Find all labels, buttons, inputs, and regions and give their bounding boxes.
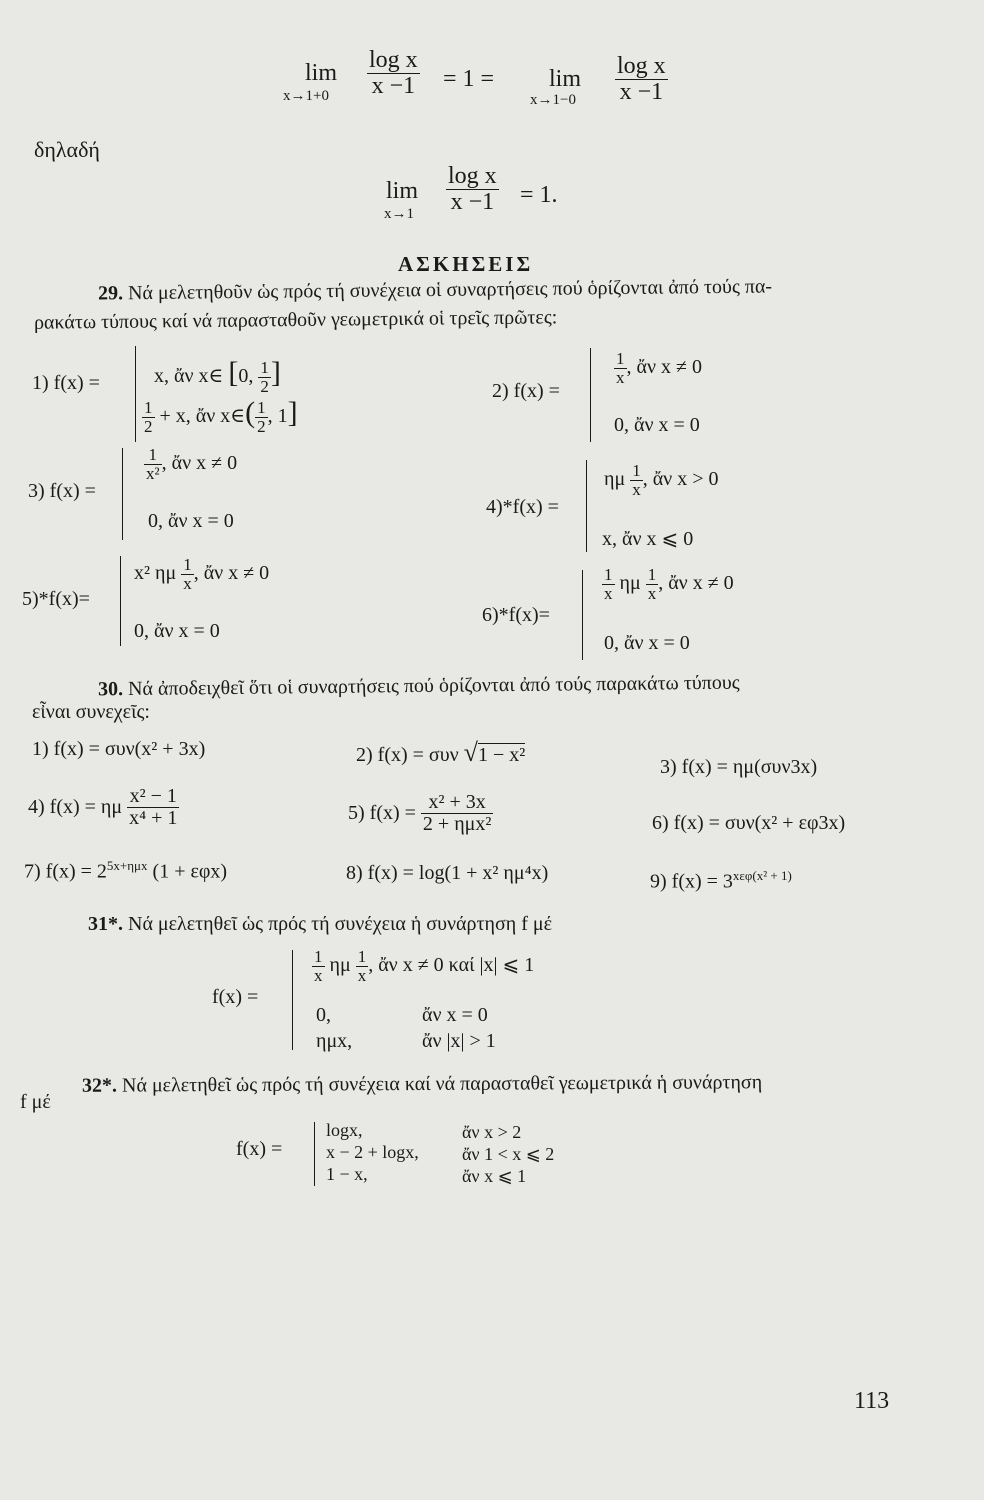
ex29-number: 29. — [97, 282, 124, 305]
ex30-line2: εἶναι συνεχεῖς: — [32, 701, 150, 723]
ex30-f2: 2) f(x) = συν √1 − x² — [356, 738, 526, 767]
fraction — [144, 446, 162, 483]
ex31-text: Νά μελετηθεῖ ὡς πρός τή συνέχεια ἡ συνάρτηση f μέ — [128, 913, 552, 935]
formula-text: (1 + εφx) — [152, 860, 228, 883]
ex31-case3-value: ημx, — [316, 1030, 353, 1052]
page-number: 113 — [854, 1388, 890, 1414]
f2-case1 — [614, 350, 702, 387]
denominator: x — [604, 583, 613, 603]
denominator: 2 — [260, 376, 269, 396]
ex30-f1: 1) f(x) = συν(x² + 3x) — [32, 738, 206, 760]
ex32-line — [82, 1068, 762, 1100]
equals-one: = 1 = — [443, 66, 495, 92]
f6-label: 6)*f(x)= — [482, 604, 550, 626]
numerator: 1 — [260, 358, 269, 378]
case-text: 0, — [238, 365, 254, 387]
numerator: 1 — [604, 565, 613, 584]
ex32-function — [236, 1120, 596, 1190]
f-label: f(x) = — [212, 986, 259, 1008]
ex29-f1 — [32, 346, 432, 446]
brace — [582, 570, 583, 660]
ex32-text: Νά μελετηθεῖ ὡς πρός τή συνέχεια καί νά παρασταθεῖ γεωμετρικά ἡ συνάρτηση — [121, 1071, 763, 1097]
f1-label: 1) f(x) = — [32, 372, 100, 394]
ex31-case3-cond: ἄν |x| > 1 — [422, 1030, 496, 1052]
ex29-line2: ρακάτω τύπους καί νά παρασταθοῦν γεωμετρικά οἱ τρεῖς πρῶτες: — [33, 306, 558, 334]
numerator: log x — [617, 53, 666, 79]
formula-text: 5) f(x) = — [348, 802, 416, 824]
fraction — [127, 786, 179, 829]
f6-case2: 0, ἄν x = 0 — [604, 632, 690, 654]
denominator: x — [632, 479, 641, 499]
denominator: 2 + ημx² — [422, 813, 492, 835]
ex29-f4 — [486, 456, 806, 556]
f4-case1 — [604, 462, 719, 499]
ex32-number: 32*. — [81, 1074, 118, 1097]
denominator: x −1 — [450, 189, 495, 216]
numerator: 1 — [314, 947, 323, 966]
case-text: , 1 — [267, 405, 288, 427]
denominator: x — [357, 965, 367, 985]
lim-subscript: x→1−0 — [530, 92, 576, 108]
f1-case2: $\frac{1}{2}$ + x, ἄν x∈( $\frac{1}{2}$ , 1] — [144, 396, 298, 436]
fraction — [446, 164, 499, 215]
ex30-line1 — [98, 669, 740, 704]
brace — [120, 556, 121, 646]
ex30-f8: 8) f(x) = log(1 + x² ημ⁴x) — [346, 862, 549, 884]
ex29-text1: Νά μελετηθοῦν ὡς πρός τή συνέχεια οἱ συναρτήσεις πού ὁρίζονται ἀπό τούς πα- — [127, 275, 773, 305]
ex29-f2 — [492, 344, 812, 444]
denominator: 2 — [144, 416, 153, 436]
lim-text: lim — [305, 60, 338, 86]
fraction — [312, 948, 325, 985]
denominator: x −1 — [619, 79, 664, 106]
case-text: x² ημ — [134, 561, 177, 584]
denominator: x² — [146, 463, 160, 483]
case-text: ημ — [329, 953, 351, 976]
ex32-case2-value: x − 2 + logx, — [326, 1142, 419, 1162]
lim-subscript: x→1 — [384, 206, 414, 222]
case-text: + x, ἄν x∈ — [159, 405, 246, 427]
formula-text: 2) f(x) = συν — [356, 744, 459, 766]
brace — [292, 950, 293, 1050]
ex31-case2-cond: ἄν x = 0 — [422, 1004, 488, 1026]
ex32-case2-cond: ἄν 1 < x ⩽ 2 — [462, 1144, 555, 1164]
numerator: log x — [448, 163, 497, 189]
fraction — [630, 462, 643, 499]
f5-case1 — [134, 556, 269, 593]
case-text: ημ — [604, 467, 626, 490]
numerator: x² + 3x — [421, 792, 493, 814]
fraction — [258, 359, 271, 396]
word-dhladh: δηλαδή — [34, 137, 100, 162]
exponent: xεφ(x² + 1) — [732, 868, 792, 883]
f3-case2: 0, ἄν x = 0 — [148, 510, 234, 532]
lim-text: lim — [386, 178, 419, 204]
ex30-number: 30. — [97, 678, 124, 701]
ex32-case3-value: 1 − x, — [326, 1164, 368, 1184]
f5-case2: 0, ἄν x = 0 — [134, 620, 220, 642]
numerator: 1 — [144, 398, 153, 418]
ex32-line2: f μέ — [20, 1091, 51, 1113]
ex29-f3 — [28, 446, 348, 546]
numerator: 1 — [257, 398, 266, 418]
case-text: x, ἄν x∈ — [154, 365, 224, 387]
ex31-function — [212, 944, 632, 1054]
fraction — [181, 556, 194, 593]
case-text: , ἄν x ≠ 0 — [626, 355, 702, 378]
f5-label: 5)*f(x)= — [22, 588, 90, 610]
formula-text: 7) f(x) = 2 — [24, 860, 107, 883]
numerator: 1 — [183, 555, 192, 574]
numerator: 1 — [144, 446, 162, 465]
f3-case1 — [144, 446, 237, 483]
ex31-case1 — [312, 948, 534, 985]
ex30-f5 — [348, 792, 493, 835]
fraction — [602, 566, 615, 603]
ex29-f5 — [22, 552, 362, 652]
f3-label: 3) f(x) = — [28, 480, 96, 502]
ex29-line1 — [98, 272, 772, 307]
ex32-case3-cond: ἄν x ⩽ 1 — [462, 1166, 527, 1186]
ex31-case2-value: 0, — [316, 1004, 331, 1026]
f-label: f(x) = — [236, 1138, 283, 1160]
f2-label: 2) f(x) = — [492, 380, 560, 402]
case-text: ημ — [619, 571, 641, 594]
brace — [590, 348, 591, 442]
ex30-f6: 6) f(x) = συν(x² + εφ3x) — [652, 812, 846, 834]
f4-label: 4)*f(x) = — [486, 496, 559, 518]
brace — [314, 1122, 315, 1186]
case-text: , ἄν x ≠ 0 — [193, 561, 270, 584]
ex31-number: 31*. — [88, 913, 123, 935]
case-text: , ἄν x ≠ 0 — [658, 571, 734, 594]
section-heading: ΑΣΚΗΣΕΙΣ — [398, 252, 534, 276]
formula-text: 9) f(x) = 3 — [650, 870, 733, 893]
fraction — [142, 399, 155, 436]
denominator: x — [616, 367, 625, 387]
brace — [135, 346, 136, 442]
ex32-case1-cond: ἄν x > 2 — [462, 1122, 522, 1142]
ex29-f6 — [482, 566, 822, 666]
f4-case2: x, ἄν x ⩽ 0 — [602, 528, 694, 550]
ex31-line — [88, 910, 552, 938]
denominator: x −1 — [371, 73, 416, 100]
brace — [586, 460, 587, 552]
ex30-f9 — [650, 868, 792, 894]
f2-case2: 0, ἄν x = 0 — [614, 414, 700, 436]
fraction — [367, 48, 420, 99]
ex32-case1-value: logx, — [326, 1120, 363, 1140]
denominator: x — [647, 583, 657, 603]
fraction — [356, 948, 369, 985]
case-text: , ἄν x > 0 — [642, 467, 719, 490]
equals-one: = 1. — [520, 182, 558, 208]
numerator: 1 — [632, 461, 641, 480]
ex30-text1: Νά ἀποδειχθεῖ ὅτι οἱ συναρτήσεις πού ὁρίζονται ἀπό τούς παρακάτω τύπους — [127, 671, 740, 701]
case-text: , ἄν x ≠ 0 καί |x| ⩽ 1 — [368, 953, 535, 976]
radicand: 1 − x² — [477, 744, 526, 766]
lim-subscript: x→1+0 — [283, 88, 329, 104]
lim-text: lim — [549, 66, 582, 92]
numerator: 1 — [616, 349, 625, 368]
fraction — [255, 399, 268, 436]
denominator: x — [183, 573, 192, 593]
numerator: 1 — [357, 947, 367, 966]
numerator: log x — [369, 47, 418, 73]
fraction — [646, 566, 659, 603]
denominator: x — [314, 965, 323, 985]
denominator: 2 — [257, 416, 266, 436]
brace — [122, 448, 123, 540]
f1-case1: x, ἄν x∈ [0, $\frac{1}{2}$ ] — [154, 356, 281, 396]
formula-text: 4) f(x) = ημ — [28, 796, 123, 818]
case-text: , ἄν x ≠ 0 — [161, 451, 238, 474]
fraction — [421, 792, 493, 835]
fraction — [615, 54, 668, 105]
exponent: 5x+ημx — [106, 858, 148, 873]
numerator: x² − 1 — [127, 786, 179, 808]
denominator: x⁴ + 1 — [129, 807, 178, 829]
f6-case1 — [602, 566, 734, 603]
ex30-f7 — [24, 858, 227, 884]
numerator: 1 — [647, 565, 657, 584]
ex30-f4 — [28, 786, 179, 829]
fraction — [614, 350, 627, 387]
ex30-f3: 3) f(x) = ημ(συν3x) — [660, 756, 818, 778]
